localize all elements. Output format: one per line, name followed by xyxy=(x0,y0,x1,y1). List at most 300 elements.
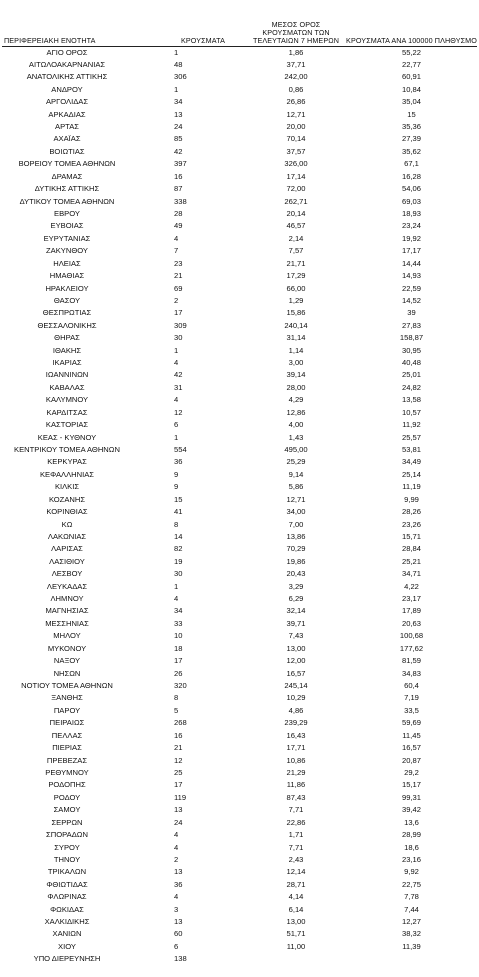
cell-cases: 4 xyxy=(174,842,179,852)
cell-cases: 9 xyxy=(174,482,179,492)
cell-7day-average: 4,00 xyxy=(288,420,304,430)
cell-cases: 1 xyxy=(174,432,179,442)
cell-cases: 87 xyxy=(174,184,183,194)
cell-7day-average: 28,00 xyxy=(286,382,306,392)
cell-region: ΤΡΙΚΑΛΩΝ xyxy=(47,867,87,877)
cell-7day-average: 11,00 xyxy=(286,941,306,951)
cell-cases-per-100000: 10,84 xyxy=(401,84,421,94)
cell-cases-per-100000: 35,04 xyxy=(401,97,421,107)
cell-cases-per-100000: 18,6 xyxy=(404,842,419,852)
cell-cases-per-100000: 4,22 xyxy=(404,581,419,591)
cell-cases: 397 xyxy=(174,159,187,169)
cell-region: ΙΚΑΡΙΑΣ xyxy=(52,358,82,368)
cell-cases-per-100000: 60,4 xyxy=(404,681,419,691)
cell-7day-average: 242,00 xyxy=(284,72,308,82)
cell-region: ΔΥΤΙΚΟΥ ΤΟΜΕΑ ΑΘΗΝΩΝ xyxy=(19,196,115,206)
cell-region: ΙΘΑΚΗΣ xyxy=(52,345,82,355)
cell-7day-average: 20,14 xyxy=(286,208,306,218)
cell-7day-average: 7,71 xyxy=(288,805,304,815)
cell-cases-per-100000: 14,93 xyxy=(401,271,421,281)
cell-cases: 34 xyxy=(174,97,183,107)
cell-7day-average: 5,86 xyxy=(288,482,304,492)
cell-cases-per-100000: 9,92 xyxy=(404,867,419,877)
cell-cases-per-100000: 33,5 xyxy=(404,705,419,715)
cell-cases-per-100000: 53,81 xyxy=(401,445,421,454)
cell-cases: 13 xyxy=(174,867,183,877)
table-header xyxy=(2,2,477,46)
cell-7day-average: 12,71 xyxy=(286,109,306,119)
table-row xyxy=(2,953,477,965)
cell-cases: 18 xyxy=(174,643,183,653)
cell-cases: 5 xyxy=(174,705,179,715)
cell-cases-per-100000: 17,17 xyxy=(401,246,421,256)
cell-region: ΛΗΜΝΟΥ xyxy=(50,594,84,604)
cell-7day-average: 4,14 xyxy=(288,892,304,902)
table-row xyxy=(2,283,477,295)
cell-region: ΑΡΓΟΛΙΔΑΣ xyxy=(45,97,89,107)
cell-7day-average: 4,86 xyxy=(288,705,304,715)
cell-cases: 6 xyxy=(174,941,179,951)
table-row xyxy=(2,407,477,419)
cell-region: ΚΑΡΔΙΤΣΑΣ xyxy=(46,407,88,417)
cell-cases: 25 xyxy=(174,767,183,777)
cell-region: ΒΟΡΕΙΟΥ ΤΟΜΕΑ ΑΘΗΝΩΝ xyxy=(18,159,116,169)
cell-region: ΘΑΣΟΥ xyxy=(53,295,81,305)
cell-region: ΛΑΡΙΣΑΣ xyxy=(51,544,83,554)
cell-cases-per-100000: 11,45 xyxy=(402,730,421,740)
cell-cases-per-100000: 7,44 xyxy=(404,904,419,914)
cell-cases-per-100000: 9,99 xyxy=(404,494,419,504)
cell-cases-per-100000: 22,77 xyxy=(401,59,421,69)
cell-7day-average: 20,00 xyxy=(286,122,306,132)
cell-cases: 69 xyxy=(174,283,183,293)
cell-cases: 16 xyxy=(174,730,183,740)
cell-cases-per-100000: 28,26 xyxy=(401,507,421,517)
cell-cases: 85 xyxy=(174,134,183,144)
cell-cases-per-100000: 99,31 xyxy=(401,792,421,802)
cell-region: ΛΕΥΚΑΔΑΣ xyxy=(46,581,88,591)
cell-region: ΚΟΡΙΝΘΙΑΣ xyxy=(46,507,88,517)
cell-cases-per-100000: 100,68 xyxy=(399,631,424,641)
cell-cases: 7 xyxy=(174,246,179,256)
cell-cases: 1 xyxy=(174,581,179,591)
cell-7day-average: 20,43 xyxy=(286,569,306,579)
cell-cases-per-100000: 25,57 xyxy=(401,432,421,442)
table-row xyxy=(2,295,477,307)
cell-region: ΝΟΤΙΟΥ ΤΟΜΕΑ ΑΘΗΝΩΝ xyxy=(21,681,113,691)
cell-7day-average: 46,57 xyxy=(286,221,306,231)
cases-table xyxy=(2,2,477,966)
cell-cases-per-100000: 29,2 xyxy=(404,767,419,777)
table-row xyxy=(2,655,477,667)
cell-cases-per-100000: 177,62 xyxy=(399,643,424,653)
cell-cases: 12 xyxy=(174,755,183,765)
header-cases: ΚΡΟΥΣΜΑΤΑ xyxy=(160,2,246,46)
table-row xyxy=(2,357,477,369)
table-row xyxy=(2,630,477,642)
cell-7day-average: 7,43 xyxy=(288,631,304,641)
cell-region: ΚΑΛΥΜΝΟΥ xyxy=(45,395,89,405)
cell-region: ΞΑΝΘΗΣ xyxy=(51,693,83,703)
cell-7day-average: 239,29 xyxy=(284,718,308,728)
cell-cases-per-100000: 14,44 xyxy=(401,258,421,268)
cell-cases: 138 xyxy=(174,954,187,964)
table-row xyxy=(2,208,477,220)
cell-cases-per-100000: 22,75 xyxy=(401,879,421,889)
cell-cases: 14 xyxy=(174,531,183,541)
cell-7day-average: 15,86 xyxy=(286,308,306,318)
cell-7day-average: 13,00 xyxy=(286,917,306,927)
cell-cases: 8 xyxy=(174,693,179,703)
cell-cases-per-100000: 20,63 xyxy=(401,618,421,628)
table-row xyxy=(2,866,477,878)
table-row xyxy=(2,196,477,208)
table-row xyxy=(2,755,477,767)
cell-region: ΗΡΑΚΛΕΙΟΥ xyxy=(45,283,89,293)
table-row xyxy=(2,494,477,506)
cell-cases: 4 xyxy=(174,358,179,368)
cell-cases: 306 xyxy=(174,72,187,82)
cell-7day-average: 326,00 xyxy=(284,159,308,169)
cell-region: ΧΑΝΙΩΝ xyxy=(52,929,82,939)
cell-7day-average xyxy=(246,953,346,965)
cell-cases-per-100000: 13,58 xyxy=(401,395,421,405)
table-row xyxy=(2,767,477,779)
cell-cases: 16 xyxy=(174,171,183,181)
cell-cases: 13 xyxy=(174,109,183,119)
table-row xyxy=(2,109,477,121)
cell-cases: 338 xyxy=(174,196,187,206)
cell-cases-per-100000: 14,52 xyxy=(401,295,421,305)
cell-region: ΦΘΙΩΤΙΔΑΣ xyxy=(46,879,88,889)
cell-cases: 13 xyxy=(174,805,183,815)
cell-cases: 36 xyxy=(174,879,183,889)
cell-7day-average: 1,14 xyxy=(288,345,304,355)
cell-region: ΑΡΚΑΔΙΑΣ xyxy=(48,109,86,119)
cell-cases-per-100000: 30,95 xyxy=(401,345,421,355)
cell-cases-per-100000: 59,69 xyxy=(401,718,421,728)
cell-cases: 4 xyxy=(174,233,179,243)
cell-cases-per-100000: 35,62 xyxy=(401,146,421,156)
table-row xyxy=(2,879,477,891)
table-row xyxy=(2,928,477,940)
table-row xyxy=(2,692,477,704)
cell-region: ΛΑΚΩΝΙΑΣ xyxy=(47,531,87,541)
cell-cases-per-100000: 24,82 xyxy=(401,382,421,392)
table-row xyxy=(2,605,477,617)
table-row xyxy=(2,829,477,841)
cell-region: ΡΟΔΟΠΗΣ xyxy=(48,780,86,790)
cell-region: ΔΡΑΜΑΣ xyxy=(51,171,83,181)
cell-region: ΡΟΔΟΥ xyxy=(53,792,81,802)
table-row xyxy=(2,59,477,71)
table-row xyxy=(2,345,477,357)
cell-7day-average: 10,29 xyxy=(286,693,306,703)
cell-cases-per-100000: 16,28 xyxy=(401,171,421,181)
cell-7day-average: 10,86 xyxy=(286,755,306,765)
cell-region: ΒΟΙΩΤΙΑΣ xyxy=(49,146,85,156)
cell-cases-per-100000: 11,92 xyxy=(402,420,421,430)
cell-cases-per-100000: 25,21 xyxy=(401,556,421,566)
cell-7day-average: 3,00 xyxy=(288,358,304,368)
cell-cases-per-100000: 23,24 xyxy=(401,221,421,231)
table-row xyxy=(2,742,477,754)
cell-cases: 4 xyxy=(174,830,179,840)
cell-region: ΕΒΡΟΥ xyxy=(54,208,80,218)
table-row xyxy=(2,593,477,605)
table-row xyxy=(2,705,477,717)
cell-7day-average: 12,00 xyxy=(286,656,306,666)
cell-cases-per-100000: 25,01 xyxy=(401,370,421,380)
cell-cases: 4 xyxy=(174,594,179,604)
cell-region: ΠΙΕΡΙΑΣ xyxy=(52,743,82,753)
table-row xyxy=(2,233,477,245)
table-row xyxy=(2,332,477,344)
cell-region: ΗΜΑΘΙΑΣ xyxy=(49,271,85,281)
cell-region: ΣΥΡΟΥ xyxy=(54,842,80,852)
cell-region: ΕΥΒΟΙΑΣ xyxy=(50,221,84,231)
cell-cases-per-100000: 15,17 xyxy=(401,780,421,790)
cell-7day-average: 22,86 xyxy=(286,817,306,827)
table-row xyxy=(2,258,477,270)
cell-region: ΚΕΡΚΥΡΑΣ xyxy=(47,457,87,467)
cell-7day-average: 2,14 xyxy=(288,233,304,243)
table-row xyxy=(2,531,477,543)
cell-7day-average: 245,14 xyxy=(284,681,308,691)
cell-cases-per-100000: 81,59 xyxy=(401,656,421,666)
cell-cases: 24 xyxy=(174,122,183,132)
cell-cases: 10 xyxy=(174,631,183,641)
cell-7day-average: 17,14 xyxy=(286,171,306,181)
cell-cases-per-100000: 27,39 xyxy=(401,134,421,144)
cell-cases-per-100000: 16,57 xyxy=(401,743,421,753)
cell-region: ΛΕΣΒΟΥ xyxy=(51,569,83,579)
cell-cases: 26 xyxy=(174,668,183,678)
cell-cases: 554 xyxy=(174,445,187,454)
table-row xyxy=(2,941,477,953)
cell-cases-per-100000: 158,87 xyxy=(399,333,424,343)
cell-region: ΡΕΘΥΜΝΟΥ xyxy=(45,767,89,777)
cell-cases-per-100000: 55,22 xyxy=(401,47,421,57)
cell-region: ΚΟΖΑΝΗΣ xyxy=(48,494,86,504)
table-row xyxy=(2,456,477,468)
cell-cases-per-100000: 18,93 xyxy=(401,208,421,218)
cell-cases: 2 xyxy=(174,295,179,305)
header-region: ΠΕΡΙΦΕΡΕΙΑΚΗ ΕΝΟΤΗΤΑ xyxy=(2,2,160,46)
cell-cases-per-100000: 39 xyxy=(407,308,416,318)
cell-cases-per-100000: 12,27 xyxy=(401,917,421,927)
cell-cases: 31 xyxy=(174,382,183,392)
table-row xyxy=(2,71,477,83)
cell-cases: 8 xyxy=(174,519,179,529)
cell-7day-average: 1,86 xyxy=(288,47,304,57)
cell-7day-average: 39,71 xyxy=(286,618,306,628)
cell-region: ΚΙΛΚΙΣ xyxy=(54,482,80,492)
cell-cases: 42 xyxy=(174,370,183,380)
cell-cases: 21 xyxy=(174,271,183,281)
cell-7day-average: 28,71 xyxy=(286,879,306,889)
cell-7day-average: 32,14 xyxy=(286,606,306,616)
cell-cases-per-100000: 28,99 xyxy=(401,830,421,840)
table-row xyxy=(2,842,477,854)
cell-cases: 30 xyxy=(174,569,183,579)
table-row xyxy=(2,543,477,555)
cell-cases: 33 xyxy=(174,618,183,628)
cell-region: ΦΩΚΙΔΑΣ xyxy=(50,904,84,914)
cell-7day-average: 12,71 xyxy=(286,494,306,504)
cell-7day-average: 39,14 xyxy=(286,370,306,380)
cell-7day-average: 1,71 xyxy=(288,830,304,840)
table-row xyxy=(2,369,477,381)
header-row xyxy=(2,2,477,46)
table-row xyxy=(2,668,477,680)
cell-cases-per-100000: 15 xyxy=(407,109,416,119)
cell-region: ΣΕΡΡΩΝ xyxy=(51,817,83,827)
cell-region: ΝΗΣΩΝ xyxy=(53,668,81,678)
cell-region: ΘΗΡΑΣ xyxy=(54,333,80,343)
table-row xyxy=(2,643,477,655)
cell-7day-average: 262,71 xyxy=(284,196,308,206)
cell-region: ΣΑΜΟΥ xyxy=(53,805,81,815)
cell-region: ΧΙΟΥ xyxy=(58,941,76,951)
cell-cases-per-100000: 11,19 xyxy=(402,482,421,492)
cell-cases-per-100000: 15,71 xyxy=(401,531,421,541)
cell-cases-per-100000: 17,89 xyxy=(401,606,421,616)
cell-cases-per-100000: 34,83 xyxy=(401,668,421,678)
cell-7day-average: 495,00 xyxy=(284,445,308,454)
table-row xyxy=(2,183,477,195)
cell-cases: 49 xyxy=(174,221,183,231)
cell-7day-average: 1,43 xyxy=(288,432,304,442)
table-row xyxy=(2,220,477,232)
table-row xyxy=(2,419,477,431)
cell-region: ΑΓΙΟ ΟΡΟΣ xyxy=(46,47,88,57)
cell-7day-average: 21,71 xyxy=(286,258,306,268)
cell-cases-per-100000: 25,14 xyxy=(401,469,421,479)
table-row xyxy=(2,320,477,332)
cell-7day-average: 26,86 xyxy=(286,97,306,107)
cell-cases-per-100000: 27,83 xyxy=(401,320,421,330)
cell-region: ΗΛΕΙΑΣ xyxy=(53,258,81,268)
table-row xyxy=(2,444,477,456)
cell-7day-average: 87,43 xyxy=(286,792,306,802)
cell-cases: 1 xyxy=(174,84,179,94)
cell-7day-average: 19,86 xyxy=(286,556,306,566)
table-row xyxy=(2,307,477,319)
cell-cases: 48 xyxy=(174,59,183,69)
cell-region: ΜΗΛΟΥ xyxy=(53,631,81,641)
cell-7day-average: 6,29 xyxy=(288,594,304,604)
cell-cases: 19 xyxy=(174,556,183,566)
cell-7day-average: 16,57 xyxy=(286,668,306,678)
cell-region: ΑΝΑΤΟΛΙΚΗΣ ΑΤΤΙΚΗΣ xyxy=(26,72,108,82)
cell-7day-average: 21,29 xyxy=(286,767,306,777)
cell-7day-average: 31,14 xyxy=(286,333,306,343)
cell-cases-per-100000: 34,49 xyxy=(401,457,421,467)
cell-region: ΑΡΤΑΣ xyxy=(55,122,79,132)
cell-cases-per-100000: 7,78 xyxy=(404,892,419,902)
cell-cases: 21 xyxy=(174,743,183,753)
table-row xyxy=(2,96,477,108)
table-body xyxy=(2,46,477,966)
cell-cases: 17 xyxy=(174,308,183,318)
header-cases-per-100000: ΚΡΟΥΣΜΑΤΑ ΑΝΑ 100000 ΠΛΗΘΥΣΜΟ xyxy=(346,2,477,46)
cell-region: ΙΩΑΝΝΙΝΩΝ xyxy=(45,370,89,380)
cell-region: ΚΕΦΑΛΛΗΝΙΑΣ xyxy=(39,469,95,479)
table-row xyxy=(2,730,477,742)
cell-cases-per-100000: 35,36 xyxy=(401,122,421,132)
table-row xyxy=(2,680,477,692)
cell-region: ΜΕΣΣΗΝΙΑΣ xyxy=(45,618,89,628)
cell-cases-per-100000: 7,19 xyxy=(404,693,419,703)
cell-cases-per-100000: 34,71 xyxy=(401,569,421,579)
cell-cases: 4 xyxy=(174,395,179,405)
cell-region: ΜΥΚΟΝΟΥ xyxy=(47,643,87,653)
cell-7day-average: 7,57 xyxy=(288,246,304,256)
cell-cases: 41 xyxy=(174,507,183,517)
cell-7day-average: 7,71 xyxy=(288,842,304,852)
cell-cases-per-100000 xyxy=(346,953,477,965)
cell-7day-average: 6,14 xyxy=(288,904,304,914)
cell-region: ΚΕΝΤΡΙΚΟΥ ΤΟΜΕΑ ΑΘΗΝΩΝ xyxy=(14,445,120,454)
table-row xyxy=(2,581,477,593)
cell-cases: 2 xyxy=(174,854,179,864)
cell-cases: 23 xyxy=(174,258,183,268)
cell-region: ΥΠΟ ΔΙΕΡΕΥΝΗΣΗ xyxy=(33,954,101,964)
cell-7day-average: 12,86 xyxy=(286,407,306,417)
table-row xyxy=(2,382,477,394)
cell-region: ΖΑΚΥΝΘΟΥ xyxy=(46,246,88,256)
cell-region: ΜΑΓΝΗΣΙΑΣ xyxy=(45,606,89,616)
cell-cases: 1 xyxy=(174,47,179,57)
table-row xyxy=(2,121,477,133)
table-row xyxy=(2,804,477,816)
table-row xyxy=(2,146,477,158)
cell-7day-average: 240,14 xyxy=(284,320,308,330)
cell-cases-per-100000: 10,57 xyxy=(401,407,421,417)
table-row xyxy=(2,854,477,866)
cell-7day-average: 12,14 xyxy=(286,867,306,877)
cell-region: ΦΛΩΡΙΝΑΣ xyxy=(47,892,87,902)
cell-region: ΠΕΛΛΑΣ xyxy=(51,730,83,740)
cell-cases-per-100000: 13,6 xyxy=(404,817,419,827)
cell-region: ΚΩ xyxy=(61,519,73,529)
cell-cases-per-100000: 19,92 xyxy=(401,233,421,243)
table-row xyxy=(2,568,477,580)
cell-region: ΔΥΤΙΚΗΣ ΑΤΤΙΚΗΣ xyxy=(34,184,100,194)
cell-region: ΚΑΣΤΟΡΙΑΣ xyxy=(45,420,89,430)
cell-cases: 9 xyxy=(174,469,179,479)
cell-region: ΤΗΝΟΥ xyxy=(53,854,81,864)
table-row xyxy=(2,469,477,481)
header-7day-average: ΜΕΣΟΣ ΟΡΟΣ ΚΡΟΥΣΜΑΤΩΝ ΤΩΝ ΤΕΛΕΥΤΑΙΩΝ 7 ΗΜΕΡΩΝ xyxy=(246,2,346,46)
cell-region: ΠΡΕΒΕΖΑΣ xyxy=(46,755,88,765)
cell-cases-per-100000: 67,1 xyxy=(404,159,419,169)
table-row xyxy=(2,817,477,829)
cell-cases: 34 xyxy=(174,606,183,616)
table-row xyxy=(2,618,477,630)
cell-cases: 15 xyxy=(174,494,183,504)
cell-region: ΠΑΡΟΥ xyxy=(53,705,81,715)
cell-cases: 17 xyxy=(174,780,183,790)
table-row xyxy=(2,717,477,729)
table-row xyxy=(2,394,477,406)
cell-cases: 82 xyxy=(174,544,183,554)
table-row xyxy=(2,506,477,518)
table-row xyxy=(2,84,477,96)
cell-7day-average: 1,29 xyxy=(288,295,304,305)
cell-cases-per-100000: 54,06 xyxy=(401,184,421,194)
